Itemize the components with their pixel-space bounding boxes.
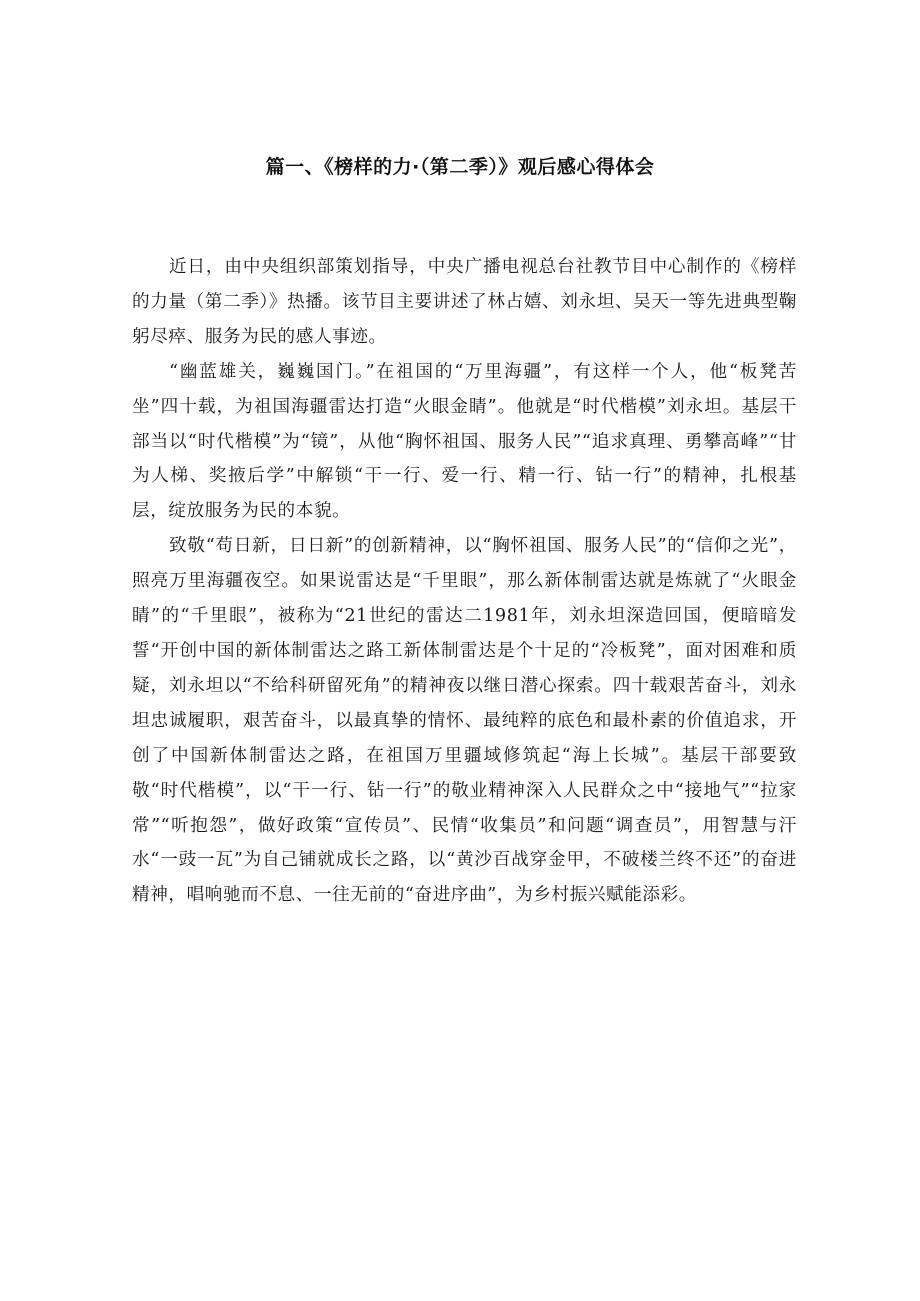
paragraph-liu-yongtan: “幽蓝雄关，巍巍国门。”在祖国的“万里海疆”，有这样一个人，他“板凳苦坐”四十载，为祖国海疆雷达打造“火眼金睛”。他就是“时代楷模”刘永坦。基层干部当以“时代楷模”为“镜”，从他“胸怀祖国、服务人民”“追求真理、勇攀高峰”“甘为人梯、奖掖后学”中解锁“干一行、爱一行、精一行、钻一行”的精神，扎根基层，绽放服务为民的本貌。: [132, 361, 797, 522]
paragraph-intro: 近日，由中央组织部策划指导，中央广播电视总台社教节目中心制作的《榜样的力量（第二季）》热播。该节目主要讲述了林占嬉、刘永坦、吴天一等先进典型鞠躬尽瘁、服务为民的感人事迹。: [132, 257, 797, 347]
document-body: [132, 250, 797, 913]
document-title: 篇一、《榜样的力·（第二季）》观后感心得体会: [265, 156, 655, 178]
paragraph-innovation: 致敬“苟日新，日日新”的创新精神，以“胸怀祖国、服务人民”的“信仰之光”，照亮万里海疆夜空。如果说雷达是“千里眼”，那么新体制雷达就是炼就了“火眼金睛”的“千里眼”，被称为“21世纪的雷达二1981年，刘永坦深造回国，便暗暗发誓“开创中国的新体制雷达之路工新体制雷达是个十足的“冷板凳”，面对困难和质疑，刘永坦以“不给科研留死角”的精神夜以继日潜心探索。四十载艰苦奋斗，刘永坦忠诚履职，艰苦奋斗，以最真挚的情怀、最纯粹的底色和最朴素的价值追求，开创了中国新体制雷达之路，在祖国万里疆域修筑起“海上长城”。基层干部要致敬“时代楷模”，以“干一行、钻一行”的敬业精神深入人民群众之中“接地气”“拉家常”“听抱怨”，做好政策“宣传员”、民情“收集员”和问题“调查员”，用智慧与汗水“一豉一瓦”为自己铺就成长之路，以“黄沙百战穿金甲，不破楼兰终不还”的奋进精神，唱响驰而不息、一往无前的“奋进序曲”，为乡村振兴赋能添彩。: [132, 536, 797, 906]
